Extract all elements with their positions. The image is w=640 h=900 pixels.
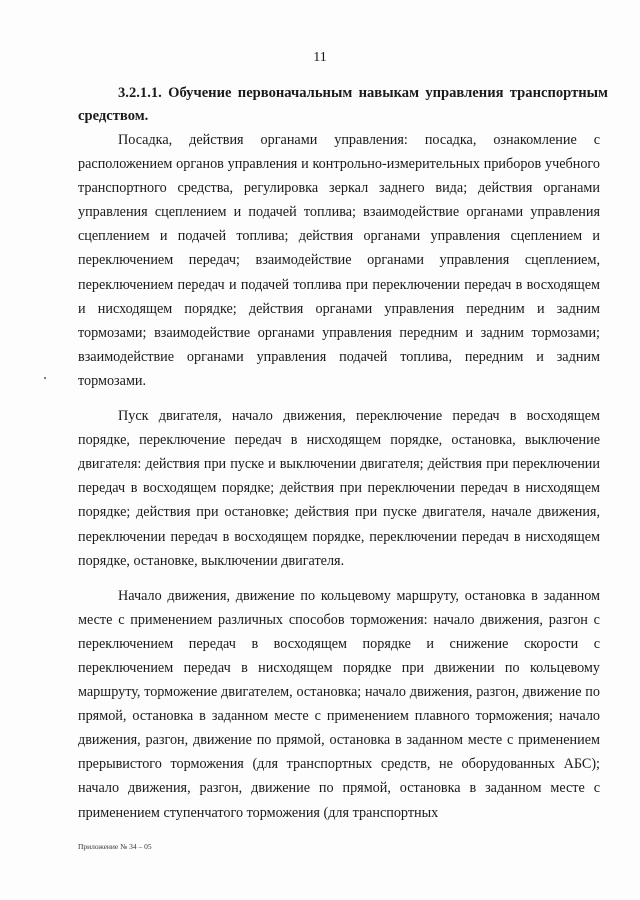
paragraph-boarding-controls: Посадка, действия органами управления: посадка, ознакомление с расположением органов управления и контрольно-измерительных приборов учебного транспортного средства, регулировка зеркал заднего вида; действия органами управления сцеплением и подачей топлива; взаимодействие органами управления сцеплением и подачей топлива; действия органами управления сцеплением и переключением передач; взаимодействие органами управления сцеплением, переключением передач и подачей топлива при переключении передач в восходящем и нисходящем порядке; действия органами управления передним и задним тормозами; взаимодействие органами управления передним и задним тормозами; взаимодействие органами управления подачей топлива, передним и задним тормозами. [78,132,600,389]
section-heading: 3.2.1.1. Обучение первоначальным навыкам управления транспортным средством. [78,85,608,124]
document-body [78,128,600,825]
scan-speck [44,377,46,379]
paragraph-engine-start: Пуск двигателя, начало движения, переключение передач в восходящем порядке, переключение передач в нисходящем порядке, остановка, выключение двигателя: действия при пуске и выключении двигателя; действия при переключении передач в восходящем порядке; действия при переключении передач в нисходящем порядке; действия при остановке; действия при пуске двигателя, начале движения, переключении передач в восходящем порядке, переключении передач в нисходящем порядке, остановке, выключении двигателя. [78,408,600,569]
page-number: 11 [313,50,327,65]
page-footer: Приложение № 34 – 05 [78,842,152,851]
paragraph-circular-route: Начало движения, движение по кольцевому маршруту, остановка в заданном месте с применением различных способов торможения: начало движения, разгон с переключением передач в восходящем порядке и снижение скорости с переключением передач в нисходящем порядке при движении по кольцевому маршруту, торможение двигателем, остановка; начало движения, разгон, движение по прямой, остановка в заданном месте с применением плавного торможения; начало движения, разгон, движение по прямой, остановка в заданном месте с применением прерывистого торможения (для транспортных средств, не оборудованных АБС); начало движения, разгон, движение по прямой, остановка в заданном месте с применением ступенчатого торможения (для транспортных [78,587,600,821]
